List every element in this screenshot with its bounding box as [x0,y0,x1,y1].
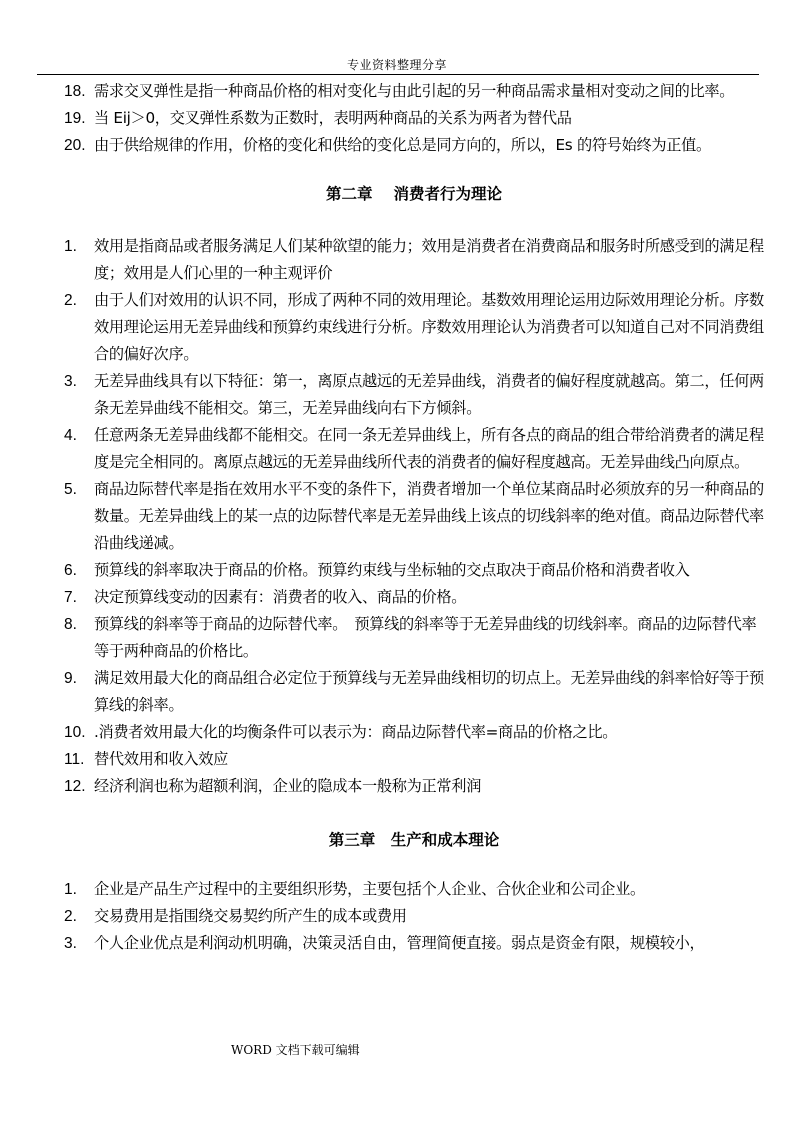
list-item [64,930,764,957]
list-item [64,78,764,105]
item-number: 12. [64,778,86,795]
item-number: 2. [64,292,77,309]
document-body [64,78,764,957]
item-text: 预算线的斜率等于商品的边际替代率。 预算线的斜率等于无差异曲线的切线斜率。商品的边际替代率等于两种商品的价格比。 [94,615,757,660]
item-text: 预算线的斜率取决于商品的价格。预算约束线与坐标轴的交点取决于商品价格和消费者收入 [94,561,690,579]
item-text: 效用是指商品或者服务满足人们某种欲望的能力；效用是消费者在消费商品和服务时所感受到的满足程度；效用是人们心里的一种主观评价 [94,237,764,282]
list-item [64,422,764,476]
item-number: 3. [64,373,77,390]
item-list-ch3 [64,876,764,957]
list-item [64,287,764,368]
list-item [64,105,764,132]
page-header: 专业资料整理分享 [346,58,447,72]
list-item [64,132,764,159]
list-item [64,557,764,584]
item-number: 18. [64,83,86,100]
item-text: 商品边际替代率是指在效用水平不变的条件下，消费者增加一个单位某商品时必须放弃的另一种商品的数量。无差异曲线上的某一点的边际替代率是无差异曲线上该点的切线斜率的绝对值。商品边际替代率沿曲线递减。 [94,480,764,552]
item-number: 3. [64,935,77,952]
item-number: 7. [64,589,77,606]
item-number: 20. [64,137,86,154]
item-text: 企业是产品生产过程中的主要组织形势，主要包括个人企业、合伙企业和公司企业。 [94,880,645,898]
item-number: 8. [64,616,77,633]
header-divider [37,74,759,75]
list-item [64,746,764,773]
chapter-2-heading: 第二章 消费者行为理论 [326,185,502,203]
item-number: 1. [64,238,77,255]
item-list-ch2 [64,233,764,800]
page-footer: WORD 文档下载可编辑 [231,1043,360,1057]
list-item [64,903,764,930]
item-text: 决定预算线变动的因素有：消费者的收入、商品的价格。 [94,588,467,606]
list-item [64,368,764,422]
item-number: 6. [64,562,77,579]
item-number: 1. [64,881,77,898]
item-text: 任意两条无差异曲线都不能相交。在同一条无差异曲线上，所有各点的商品的组合带给消费者的满足程度是完全相同的。离原点越远的无差异曲线所代表的消费者的偏好程度越高。无差异曲线凸向原点。 [94,426,764,471]
item-number: 4. [64,427,77,444]
list-item [64,584,764,611]
item-text: 由于供给规律的作用，价格的变化和供给的变化总是同方向的，所以，Es 的符号始终为正值。 [94,136,711,154]
item-text: 满足效用最大化的商品组合必定位于预算线与无差异曲线相切的切点上。无差异曲线的斜率恰好等于预算线的斜率。 [94,669,764,714]
item-text: 经济利润也称为超额利润，企业的隐成本一般称为正常利润 [94,777,482,795]
list-item [64,773,764,800]
list-item [64,876,764,903]
item-text: 个人企业优点是利润动机明确，决策灵活自由，管理简便直接。弱点是资金有限，规模较小， [94,934,705,952]
item-number: 19. [64,110,86,127]
chapter-3-heading: 第三章 生产和成本理论 [328,831,500,849]
item-number: 2. [64,908,77,925]
item-text: 无差异曲线具有以下特征：第一，离原点越远的无差异曲线，消费者的偏好程度就越高。第二，任何两条无差异曲线不能相交。第三，无差异曲线向右下方倾斜。 [94,372,764,417]
item-number: 9. [64,670,77,687]
item-text: 由于人们对效用的认识不同，形成了两种不同的效用理论。基数效用理论运用边际效用理论分析。序数效用理论运用无差异曲线和预算约束线进行分析。序数效用理论认为消费者可以知道自己对不同消费组合的偏好次序。 [94,291,764,363]
list-item [64,233,764,287]
item-text: 需求交叉弹性是指一种商品价格的相对变化与由此引起的另一种商品需求量相对变动之间的比率。 [94,82,735,100]
item-text: 替代效用和收入效应 [94,750,228,768]
list-item [64,719,764,746]
list-item [64,611,764,665]
item-list-ch1 [64,78,764,159]
list-item [64,476,764,557]
item-number: 11. [64,751,85,768]
list-item [64,665,764,719]
item-number: 5. [64,481,77,498]
item-text: 交易费用是指围绕交易契约所产生的成本或费用 [94,907,407,925]
item-text: 当 Eij＞0，交叉弹性系数为正数时，表明两种商品的关系为两者为替代品 [94,109,572,127]
item-number: 10. [64,724,86,741]
item-text: .消费者效用最大化的均衡条件可以表示为：商品边际替代率=商品的价格之比。 [94,723,618,741]
